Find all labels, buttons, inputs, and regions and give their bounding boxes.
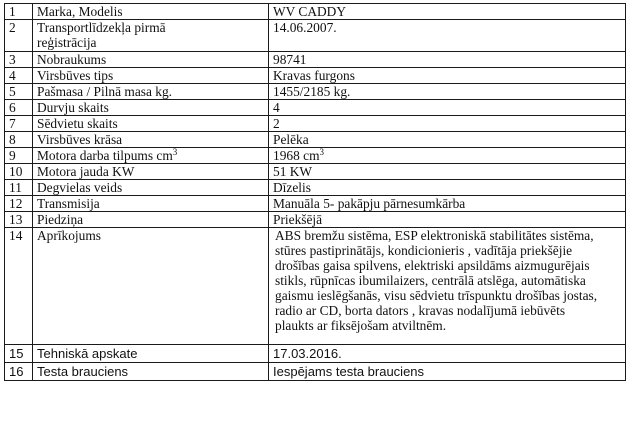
- row-number: 16: [5, 363, 33, 381]
- table-row: [5, 20, 626, 52]
- row-number: 15: [5, 345, 33, 363]
- table-row: [5, 180, 626, 196]
- vehicle-spec-table: [4, 3, 626, 381]
- row-value-engine-power: 51 KW: [269, 164, 626, 180]
- row-label-engine-power: Motora jauda KW: [33, 164, 269, 180]
- row-value-drive: Priekšējā: [269, 212, 626, 228]
- table-row: [5, 116, 626, 132]
- table-row: [5, 132, 626, 148]
- row-value-body-color: Pelēka: [269, 132, 626, 148]
- row-number: 1: [5, 4, 33, 20]
- table-row: [5, 4, 626, 20]
- row-value-technical-inspection: 17.03.2016.: [269, 345, 626, 363]
- row-value-text: 1968 cm: [273, 148, 320, 163]
- table-row: [5, 164, 626, 180]
- row-label-transmission: Transmisija: [33, 196, 269, 212]
- row-label-first-registration: [33, 20, 269, 52]
- row-value-fuel-type: Dīzelis: [269, 180, 626, 196]
- table-row: [5, 345, 626, 363]
- row-number: 4: [5, 68, 33, 84]
- row-value-doors: 4: [269, 100, 626, 116]
- row-label-make-model: Marka, Modelis: [33, 4, 269, 20]
- row-number: 8: [5, 132, 33, 148]
- table-row: [5, 148, 626, 164]
- equipment-line: stūres pastiprinātājs, kondicionieris , vadītāja priekšējie: [275, 243, 573, 258]
- table-row: [5, 228, 626, 345]
- row-label-test-drive: Testa brauciens: [33, 363, 269, 381]
- row-label-seats: Sēdvietu skaits: [33, 116, 269, 132]
- row-value-seats: 2: [269, 116, 626, 132]
- row-label-line: Transportlīdzekļa pirmā: [37, 20, 166, 35]
- row-number: 13: [5, 212, 33, 228]
- row-number: 14: [5, 228, 33, 345]
- row-number: 3: [5, 52, 33, 68]
- row-label-doors: Durvju skaits: [33, 100, 269, 116]
- row-number: 5: [5, 84, 33, 100]
- row-value-weight: 1455/2185 kg.: [269, 84, 626, 100]
- row-number: 12: [5, 196, 33, 212]
- row-value-test-drive: Iespējams testa brauciens: [269, 363, 626, 381]
- row-number: 6: [5, 100, 33, 116]
- row-value-first-registration: 14.06.2007.: [269, 20, 626, 52]
- row-number: 9: [5, 148, 33, 164]
- vehicle-spec-sheet: [4, 3, 625, 381]
- equipment-line: plaukts ar fiksējošam atviltnēm.: [275, 318, 447, 333]
- row-label-fuel-type: Degvielas veids: [33, 180, 269, 196]
- row-label-text: Motora darba tilpums cm: [37, 148, 173, 163]
- row-label-body-type: Virsbūves tips: [33, 68, 269, 84]
- equipment-line: gaismu ieslēgšanās, visu sēdvietu trīspunktu drošības jostas,: [275, 288, 598, 303]
- row-number: 10: [5, 164, 33, 180]
- row-label-equipment: Aprīkojums: [33, 228, 269, 345]
- row-label-body-color: Virsbūves krāsa: [33, 132, 269, 148]
- row-value-make-model: WV CADDY: [269, 4, 626, 20]
- row-label-engine-displacement: [33, 148, 269, 164]
- row-value-body-type: Kravas furgons: [269, 68, 626, 84]
- row-label-mileage: Nobraukums: [33, 52, 269, 68]
- superscript: 3: [319, 147, 324, 157]
- row-number: 11: [5, 180, 33, 196]
- row-value-engine-displacement: [269, 148, 626, 164]
- table-row: [5, 212, 626, 228]
- row-value-transmission: Manuāla 5- pakāpju pārnesumkārba: [269, 196, 626, 212]
- row-label-line: reģistrācija: [37, 35, 97, 50]
- row-number: 7: [5, 116, 33, 132]
- table-row: [5, 84, 626, 100]
- table-row: [5, 100, 626, 116]
- superscript: 3: [172, 147, 178, 157]
- table-row: [5, 363, 626, 381]
- equipment-line: stikls, rūpnīcas ibumilaizers, centrālā atslēga, automātiska: [275, 273, 586, 288]
- equipment-line: radio ar CD, borta dators , kravas nodalījumā iebūvēts: [275, 303, 566, 318]
- table-row: [5, 196, 626, 212]
- row-label-technical-inspection: Tehniskā apskate: [33, 345, 269, 363]
- row-value-equipment: [269, 228, 626, 345]
- table-row: [5, 68, 626, 84]
- row-label-drive: Piedziņa: [33, 212, 269, 228]
- row-label-weight: Pašmasa / Pilnā masa kg.: [33, 84, 269, 100]
- equipment-line: ABS bremžu sistēma, ESP elektroniskā stabilitātes sistēma,: [275, 228, 594, 243]
- table-row: [5, 52, 626, 68]
- equipment-line: drošības gaisa spilvens, elektriski apsildāms aizmugurējais: [275, 258, 590, 273]
- row-number: 2: [5, 20, 33, 52]
- row-value-mileage: 98741: [269, 52, 626, 68]
